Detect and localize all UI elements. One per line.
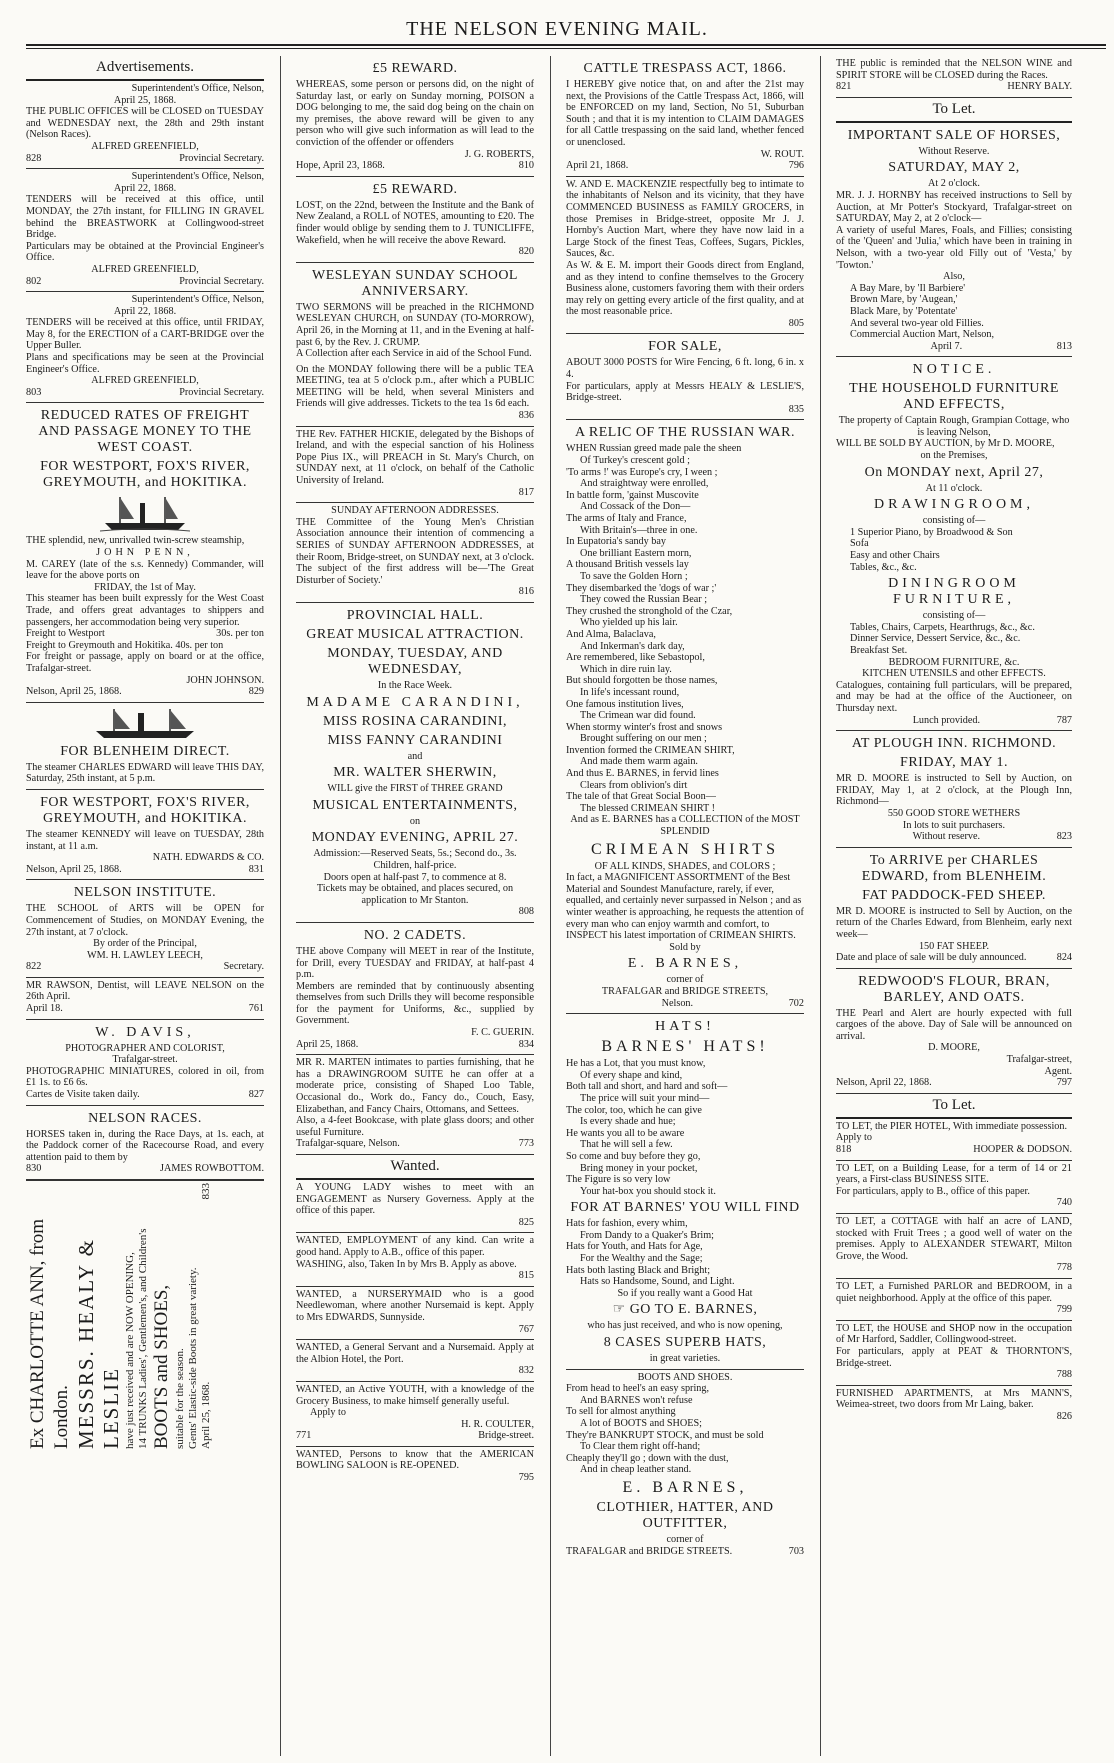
ad-wanted-employment: WANTED, EMPLOYMENT of any kind. Can write a good hand. Apply to A.B., office of this paper. WASHING, also, Taken In by Mrs B. Apply as above. 815: [296, 1233, 534, 1286]
ad-kennedy: FOR WESTPORT, FOX'S RIVER, GREYMOUTH, and HOKITIKA. The steamer KENNEDY will leave on TUESDAY, 28th instant, at 11 a.m. NATH. EDWARDS & CO. Nelson, April 25, 1868. 831: [26, 790, 264, 880]
ad-wanted-servant: WANTED, a General Servant and a Nursemaid. Apply at the Albion Hotel, the Port. 832: [296, 1340, 534, 1382]
ad-provincial-hall: PROVINCIAL HALL. GREAT MUSICAL ATTRACTION. MONDAY, TUESDAY, AND WEDNESDAY, In the Race Week. MADAME CARANDINI, MISS ROSINA CARANDINI, MISS FANNY CARANDINI and MR. WALTER SHERWIN, WILL give the FIRST of THREE GRAND MUSICAL ENTERTAINMENTS, on MONDAY EVENING, APRIL 27. Admission:—Reserved Seats, 5s.; Second do., 3s. Children, half-price. Doors open at half-past 7, to commence at 8. Tickets may be obtained, and places secured, on application to Mr Stanton. 808: [296, 603, 534, 923]
ad-nelson-institute: NELSON INSTITUTE. THE SCHOOL of ARTS will be OPEN for Commencement of Studies, on MONDAY Evening, the 27th instant, at 7 o'clock. By order of the Principal, WM. H. LAWLEY LEECH, 822 Secretary.: [26, 880, 264, 978]
ad-business-site: TO LET, on a Building Lease, for a term of 14 or 21 years, a First-class BUSINESS SITE. For particulars, apply to B., office of this paper. 740: [836, 1161, 1072, 1214]
ad-blenheim-direct: FOR BLENHEIM DIRECT. The steamer CHARLES EDWARD will leave THIS DAY, Saturday, 25th instant, at 5 p.m.: [26, 703, 264, 790]
verse-line: The price will suit your mind—: [580, 1092, 710, 1104]
verse-line: With Britain's—three in one.: [580, 524, 698, 536]
column-3: [566, 56, 804, 1756]
ad-sale-horses: IMPORTANT SALE OF HORSES, Without Reserve. SATURDAY, MAY 2, At 2 o'clock. MR. J. J. HORNBY has received instructions to Sell by Auction, at Mr Potter's Stockyard, Trafalgar-street on SATURDAY, May 2, at 2 o'clock— A variety of useful Mares, Foals, and Fillies; consisting of the 'Queen' and 'Julia,' which have been in training in Nelson, with a two-year old Filly out of 'Vesta,' by 'Towton.' Also, A Bay Mare, by 'Il Barbiere' Brown Mare, by 'Augean,' Black Mare, by 'Potentate' And several two-year old Fillies. Commercial Auction Mart, Nelson, April 7. 813: [836, 123, 1072, 358]
ad-sunday-addresses: SUNDAY AFTERNOON ADDRESSES. THE Committee of the Young Men's Christian Association announce their intention of commencing a SERIES of SUNDAY AFTERNOON ADDRESSES, at their Room, Bridge-street, on SUNDAY next, at 3 o'clock. The subject of the first address will be—'The Great Disturber of Society.' 816: [296, 503, 534, 603]
ad-household-furniture: NOTICE. THE HOUSEHOLD FURNITURE AND EFFECTS, The property of Captain Rough, Grampian Cottage, who is leaving Nelson, WILL BE SOLD BY AUCTION, by Mr D. MOORE, on the Premises, On MONDAY next, April 27, At 11 o'clock. DRAWINGROOM, consisting of— 1 Superior Piano, by Broadwood & Son Sofa Easy and other Chairs Tables, &c., &c. DININGROOM FURNITURE, consisting of— Tables, Chairs, Carpets, Hearthrugs, &c., &c. Dinner Service, Dessert Service, &c., &c. Breakfast Set. BEDROOM FURNITURE, &c. KITCHEN UTENSILS and other EFFECTS. Catalogues, containing full particulars, will be prepared, and may be had at the office of the Auctioneer, on Thursday next. Lunch provided. 787: [836, 357, 1072, 731]
verse-line: To Clear them right off-hand;: [580, 1441, 701, 1453]
steamship-icon: [100, 493, 190, 533]
verse-line: And thus E. BARNES, in fervid lines: [566, 768, 719, 780]
verse-line: Clears from oblivion's dirt: [580, 779, 688, 791]
verse-line: And Alma, Balaclava,: [566, 628, 656, 640]
verse-line: Of every shape and kind,: [580, 1069, 683, 1081]
verse-line: And made them warm again.: [580, 756, 698, 768]
verse-line: Are remembered, like Sebastopol,: [566, 652, 705, 664]
verse-line: Of Turkey's crescent gold ;: [580, 455, 690, 467]
ad-cadets: NO. 2 CADETS. THE above Company will MEET in rear of the Institute, for Drill, every TUESDAY and FRIDAY, at half-past 4 p.m. Members are reminded that by continuously absenting themselves from such Drills they will become responsible for the payment for Uniforms, &c., supplied by Government. F. C. GUERIN. April 25, 1868. 834: [296, 923, 534, 1055]
ad-fat-sheep: To ARRIVE per CHARLES EDWARD, from BLENHEIM. FAT PADDOCK-FED SHEEP. MR D. MOORE is instructed to Sell by Auction, on the return of the Charles Edward, from Blenheim, early next week— 150 FAT SHEEP. Date and place of sale will be duly announced. 824: [836, 848, 1072, 969]
verse-line: They're BANKRUPT STOCK, and must be sold: [566, 1429, 764, 1441]
ad-for-sale-posts: FOR SALE, ABOUT 3000 POSTS for Wire Fencing, 6 ft. long, 6 in. x 4. For particulars, apply at Messrs HEALY & LESLIE'S, Bridge-street. 835: [566, 334, 804, 420]
verse-line: From head to heel's an easy spring,: [566, 1383, 710, 1395]
verse-line: They crushed the stronghold of the Czar,: [566, 605, 733, 617]
ad-public-offices: Superintendent's Office, Nelson, April 25, 1868. THE PUBLIC OFFICES will be CLOSED on TUESDAY and WEDNESDAY next, the 28th and 29th instant (Nelson Races). ALFRED GREENFIELD, 828 Provincial Secretary.: [26, 81, 264, 169]
ad-mackenzie: W. AND E. MACKENZIE respectfully beg to intimate to the inhabitants of Nelson and its vicinity, that they have COMMENCED BUSINESS as FAMILY GROCERS, in those Premises in Bridge-street, opposite Mr J. J. Hornby's Auction Mart, where they have now laid in a Large Stock of the finest Teas, Coffees, Sugars, Pickles, Sauces, &c. As W. & E. M. import their Goods direct from England, and as they intend to confine themselves to the Grocery Business alone, customers favoring them with their orders may rely on getting every article of the first quality, and at the most reasonable price. 805: [566, 177, 804, 335]
verse-line: The Figure is so very low: [566, 1174, 671, 1186]
verse-line: A lot of BOOTS and SHOES;: [580, 1418, 702, 1429]
verse-line: When stormy winter's frost and snows: [566, 721, 723, 733]
poem-hats-2: [566, 1218, 804, 1288]
verse-line: Brought suffering on our men ;: [580, 733, 707, 745]
verse-line: They cowed the Russian Bear ;: [580, 594, 708, 606]
verse-line: And Inkerman's dark day,: [580, 640, 685, 652]
verse-line: Both tall and short, and hard and soft—: [566, 1081, 728, 1093]
column-divider: [820, 56, 821, 1756]
ad-plough-inn: AT PLOUGH INN. RICHMOND. FRIDAY, MAY 1. MR D. MOORE is instructed to Sell by Auction, on FRIDAY, May 1, at 2 o'clock, at the Plough Inn, Richmond— 550 GOOD STORE WETHERS In lots to suit purchasers. Without reserve. 823: [836, 731, 1072, 848]
column-2: [296, 56, 534, 1756]
verse-line: Is every shade and hue;: [580, 1116, 676, 1128]
verse-line: One famous institution lives,: [566, 698, 684, 710]
section-to-let: To Let.: [836, 1094, 1072, 1119]
ad-wanted-governess: A YOUNG LADY wishes to meet with an ENGAGEMENT as Nursery Governess. Apply at the office of this paper. 825: [296, 1180, 534, 1233]
masthead-rule: [26, 44, 1106, 46]
ad-reward-dog: £5 REWARD. WHEREAS, some person or persons did, on the night of Saturday last, or early on Sunday morning, POISON a DOG belonging to me, the said dog being on the chain on my premises, the above reward will be given to any person who will give such information as will lead to the conviction of the offender or offenders J. G. ROBERTS, Hope, April 23, 1868. 810: [296, 56, 534, 177]
ad-cattle-trespass: CATTLE TRESPASS ACT, 1866. I HEREBY give notice that, on and after the 21st may next, the Provisions of the Cattle Trespass Act, 1866, will be ENFORCED on my land, Section, No 51, Suburban South ; and that it is my intention to CLAIM DAMAGES for all Cattle trespassing on the said land, whether fenced or unenclosed. W. ROUT. April 21, 1868. 796: [566, 56, 804, 177]
verse-line: Bring money in your pocket,: [580, 1162, 698, 1174]
masthead: [0, 0, 1114, 56]
column-4: [836, 56, 1072, 1756]
verse-line: And BARNES won't refuse: [580, 1394, 693, 1406]
verse-line: In life's incessant round,: [580, 686, 680, 698]
verse-line: But should forgotten be those names,: [566, 675, 718, 687]
verse-line: WHEN Russian greed made pale the sheen: [566, 443, 742, 455]
verse-line: In Eupatoria's sandy bay: [566, 536, 667, 548]
ad-furnished-apartments: FURNISHED APARTMENTS, at Mrs MANN'S, Weimea-street, two doors from Mr Laing, baker. 826: [836, 1387, 1072, 1422]
verse-line: Hats for Youth, and Hats for Age,: [566, 1241, 703, 1253]
column-divider: [280, 56, 281, 1756]
ad-cottage: TO LET, a COTTAGE with half an acre of LAND, stocked with Fruit Trees ; a good well of water on the premises. Apply to ALEXANDER STEWART, Milton Grove, the Wood. 778: [836, 1214, 1072, 1279]
pointing-hand-icon: ☞: [612, 1302, 630, 1318]
verse-line: One brilliant Eastern morn,: [580, 547, 692, 559]
ad-crimean-shirts: A RELIC OF THE RUSSIAN WAR. WHEN Russian greed made pale the sheen Of Turkey's crescent gold ; 'To arms !' was Europe's cry, I ween ; And straightway were enrolled, In battle form, 'gainst Muscovite And Cossack of the Don— The arms of Italy and France, With Britain's—three in one. In Eupatoria's sandy bay One brilliant Eastern morn, A thousand British vessels lay To save the Golden Horn ; They disembarked the 'dogs of war ;' They cowed the Russian Bear ; They crushed the stronghold of the Czar, Who yielded up his lair. And Alma, Balaclava, And Inkerman's dark day, Are remembered, like Sebastopol, Which in dire ruin lay. But should forgotten be those names, In life's incessant round, One famous institution lives, The Crimean war did found. When stormy winter's frost and snows Brought suffering on our men ; Invention formed the CRIMEAN SHIRT, And made them warm again. And thus E. BARNES, in fervid lines Clears from oblivion's dirt The tale of that Great Social Boon— The blessed CRIMEAN SHIRT ! And as E. BARNES has a COLLECTION of the MOST SPLENDID CRIMEAN SHIRTS OF ALL KINDS, SHADES, and COLORS ; In fact, a MAGNIFICENT ASSORTMENT of the Best Material and Soundest Manufacture, rarely, if ever, equalled, and certainly never surpassed in Nelson ; and as winter weather is approaching, he requests the attention of every man who can enjoy warmth and comfort, to INSPECT his latest importation of CRIMEAN SHIRTS. Sold by E. BARNES, corner of TRAFALGAR and BRIDGE STREETS, Nelson. 702: [566, 420, 804, 1014]
verse-line: Hats both lasting Black and Bright;: [566, 1264, 711, 1276]
ad-tenders-bridge: Superintendent's Office, Nelson, April 22, 1868. TENDERS will be received at this office, until FRIDAY, May 8, for the ERECTION of a CART-BRIDGE over the Upper Buller. Plans and specifications may be seen at the Provincial Engineer's Office. ALFRED GREENFIELD, 803 Provincial Secretary.: [26, 292, 264, 403]
verse-line: The tale of that Great Social Boon—: [566, 791, 716, 803]
ad-w-davis: W. DAVIS, PHOTOGRAPHER AND COLORIST, Trafalgar-street. PHOTOGRAPHIC MINIATURES, colored in oil, from £1 1s. to £6 6s. Cartes de Visite taken daily. 827: [26, 1020, 264, 1106]
verse-line: Your hat-box you should stock it.: [580, 1185, 716, 1197]
ad-house-shop: TO LET, the HOUSE and SHOP now in the occupation of Mr Harford, Saddler, Collingwood-street. For particulars, apply at PEAT & THORNTON'S, Bridge-street. 788: [836, 1321, 1072, 1386]
verse-line: So come and buy before they go,: [566, 1150, 701, 1162]
column-1: [26, 56, 264, 1756]
verse-line: Hats so Handsome, Sound, and Light.: [580, 1276, 735, 1288]
verse-line: From Dandy to a Quaker's Brim;: [580, 1229, 714, 1241]
ad-wanted-nurserymaid: WANTED, a NURSERYMAID who is a good Needlewoman, where another Nursemaid is kept. Apply to Mrs EDWARDS, Sunnyside. 767: [296, 1287, 534, 1340]
verse-line: A thousand British vessels lay: [566, 559, 689, 571]
ad-wine-store: THE public is reminded that the NELSON WINE and SPIRIT STORE will be CLOSED during the Races. 821 HENRY BALY.: [836, 56, 1072, 98]
poem-boots: [566, 1383, 804, 1476]
ad-redwoods-flour: REDWOOD'S FLOUR, BRAN, BARLEY, AND OATS. THE Pearl and Alert are hourly expected with full cargoes of the above. Day of Sale will be announced on arrival. D. MOORE, Trafalgar-street, Agent. Nelson, April 22, 1868. 797: [836, 969, 1072, 1094]
ad-parlor: TO LET, a Furnished PARLOR and BEDROOM, in a quiet neighborhood. Apply at the office of this paper. 799: [836, 1279, 1072, 1321]
verse-line: And straightway were enrolled,: [580, 478, 709, 490]
ad-father-hickie: THE Rev. FATHER HICKIE, delegated by the Bishops of Ireland, and with the especial sanction of his Holiness Pope Pius IX., will PREACH in St. Mary's Church, on SUNDAY next, at 11 o'clock, on behalf of the Catholic University of Ireland. 817: [296, 427, 534, 504]
verse-line: To save the Golden Horn ;: [580, 570, 688, 582]
verse-line: 'To arms !' was Europe's cry, I ween ;: [566, 466, 718, 478]
ad-marten: MR R. MARTEN intimates to parties furnishing, that he has a DRAWINGROOM SUITE he can offer at a moderate price, consisting of Shaped Loo Table, Occasional do., Work do., Fancy do., Couch, Easy, Elizabethan, and Fancy Chairs, Ottomans, and Settees. Also, a 4-feet Bookcase, with plate glass doors; and other useful Furniture. Trafalgar-square, Nelson. 773: [296, 1055, 534, 1155]
poem-crimean: [566, 443, 804, 814]
section-advertisements: Advertisements.: [26, 56, 264, 81]
verse-line: He has a Lot, that you must know,: [566, 1058, 706, 1070]
ad-nelson-races: NELSON RACES. HORSES taken in, during the Race Days, at 1s. each, at the Paddock corner of the Racecourse Road, and every attention paid to them by 830 JAMES ROWBOTTOM.: [26, 1106, 264, 1180]
ad-boots-shoes: BOOTS AND SHOES. From head to heel's an easy spring, And BARNES won't refuse To sell for almost anything A lot of BOOTS and SHOES; They're BANKRUPT STOCK, and must be sold To Clear them right off-hand; Cheaply they'll go ; down with the dust, And in cheap leather stand. E. BARNES, CLOTHIER, HATTER, AND OUTFITTER, corner of TRAFALGAR and BRIDGE STREETS. 703: [566, 1371, 804, 1557]
ad-pier-hotel: TO LET, the PIER HOTEL, With immediate possession. Apply to 818 HOOPER & DODSON.: [836, 1119, 1072, 1161]
poem-hats: [566, 1058, 804, 1197]
verse-line: Cheaply they'll go ; down with the dust,: [566, 1452, 729, 1464]
verse-line: That he will sell a few.: [580, 1139, 673, 1151]
ad-tenders-gravel: Superintendent's Office, Nelson, April 22, 1868. TENDERS will be received at this office, until MONDAY, the 27th instant, for FILLING IN GRAVEL behind the BREASTWORK at Collingwood-street Bridge. Particulars may be obtained at the Provincial Engineer's Office. ALFRED GREENFIELD, 802 Provincial Secretary.: [26, 169, 264, 292]
ad-wanted-youth: WANTED, an Active YOUTH, with a knowledge of the Grocery Business, to make himself generally useful. Apply to H. R. COULTER, 771 Bridge-street.: [296, 1382, 534, 1447]
section-sales-by-auction: To Let.: [836, 98, 1072, 123]
verse-line: To sell for almost anything: [566, 1406, 676, 1418]
ad-reward-notes: £5 REWARD. LOST, on the 22nd, between the Institute and the Bank of New Zealand, a ROLL of NOTES, amounting to £20. The finder would oblige by sending them to J. TUNICLIFFE, Wakefield, when he will receive the above Reward. 820: [296, 177, 534, 263]
column-divider: [550, 56, 551, 1756]
masthead-rule-thin: [26, 48, 1106, 49]
verse-line: Who yielded up his lair.: [580, 617, 678, 629]
steamship-icon: [90, 707, 200, 741]
verse-line: He wants you all to be aware: [566, 1127, 685, 1139]
newspaper-title: THE NELSON EVENING MAIL.: [406, 18, 708, 40]
verse-line: And Cossack of the Don—: [580, 501, 691, 513]
verse-line: The blessed CRIMEAN SHIRT !: [580, 802, 716, 814]
verse-line: They disembarked the 'dogs of war ;': [566, 582, 717, 594]
ad-wesleyan: WESLEYAN SUNDAY SCHOOL ANNIVERSARY. TWO SERMONS will be preached in the RICHMOND WESLEYAN CHURCH, on SUNDAY (TO-MORROW), April 26, in the Morning at 11, and in the Evening at half-past 6, by the Rev. J. CRUMP. A Collection after each Service in aid of the School Fund. On the MONDAY following there will be a public TEA MEETING, tea at 5 o'clock p.m., after which a PUBLIC MEETING will be held, when several Ministers and Friends will give addresses. Tickets to the tea 1s 6d each. 836: [296, 263, 534, 427]
verse-line: Hats for fashion, every whim,: [566, 1218, 688, 1230]
verse-line: In battle form, 'gainst Muscovite: [566, 489, 699, 501]
ad-wanted-bowling: WANTED, Persons to know that the AMERICAN BOWLING SALOON is RE-OPENED. 795: [296, 1448, 534, 1484]
verse-line: The color, too, which he can give: [566, 1104, 702, 1116]
section-wanted: Wanted.: [296, 1155, 534, 1180]
verse-line: The Crimean war did found.: [580, 710, 696, 722]
verse-line: For the Wealthy and the Sage;: [580, 1253, 703, 1265]
ad-healy-leslie-rotated: Ex CHARLOTTE ANN, from London. MESSRS. HEALY & LESLIE have just received and are NOW OPENING, 14 TRUNKS Ladies', Gentlemen's, and Children's BOOTS and SHOES, suitable for the season. Gents' Elastic-side Boots in great variety. April 25, 1868. 833: [26, 1180, 264, 1451]
ad-rawson-dentist: MR RAWSON, Dentist, will LEAVE NELSON on the 26th April. April 18. 761: [26, 978, 264, 1020]
ad-barnes-hats: HATS! BARNES' HATS! He has a Lot, that you must know, Of every shape and kind, Both tall and short, and hard and soft— The price will suit your mind— The color, too, which he can give Is every shade and hue; He wants you all to be aware That he will sell a few. So come and buy before they go, Bring money in your pocket, The Figure is so very low Your hat-box you should stock it. FOR AT BARNES' YOU WILL FIND Hats for fashion, every whim, From Dandy to a Quaker's Brim; Hats for Youth, and Hats for Age, For the Wealthy and the Sage; Hats both lasting Black and Bright; Hats so Handsome, Sound, and Light. So if you really want a Good Hat ☞ GO TO E. BARNES, who has just received, and who is now opening, 8 CASES SUPERB HATS, in great varieties.: [566, 1014, 804, 1369]
verse-line: Invention formed the CRIMEAN SHIRT,: [566, 744, 735, 756]
verse-line: And in cheap leather stand.: [580, 1464, 692, 1476]
verse-line: Which in dire ruin lay.: [580, 663, 672, 675]
verse-line: The arms of Italy and France,: [566, 513, 687, 524]
ad-john-penn: REDUCED RATES OF FREIGHT AND PASSAGE MONEY TO THE WEST COAST. FOR WESTPORT, FOX'S RIVER, GREYMOUTH, and HOKITIKA. THE splendid, new, unrivalled twin-screw steamship, JOHN PENN, M. CAREY (late of the s.s. Kennedy) Commander, will leave for the above ports on FRIDAY, the 1st of May. This steamer has been built expressly for the West Coast Trade, and offers great advantages to shippers and passengers, her accommodation being very superior. Freight to Westport 30s. per ton Freight to Greymouth and Hokitika. 40s. per ton For freight or passage, apply on board or at the office, Trafalgar-street. JOHN JOHNSON. Nelson, April 25, 1868. 829: [26, 403, 264, 702]
